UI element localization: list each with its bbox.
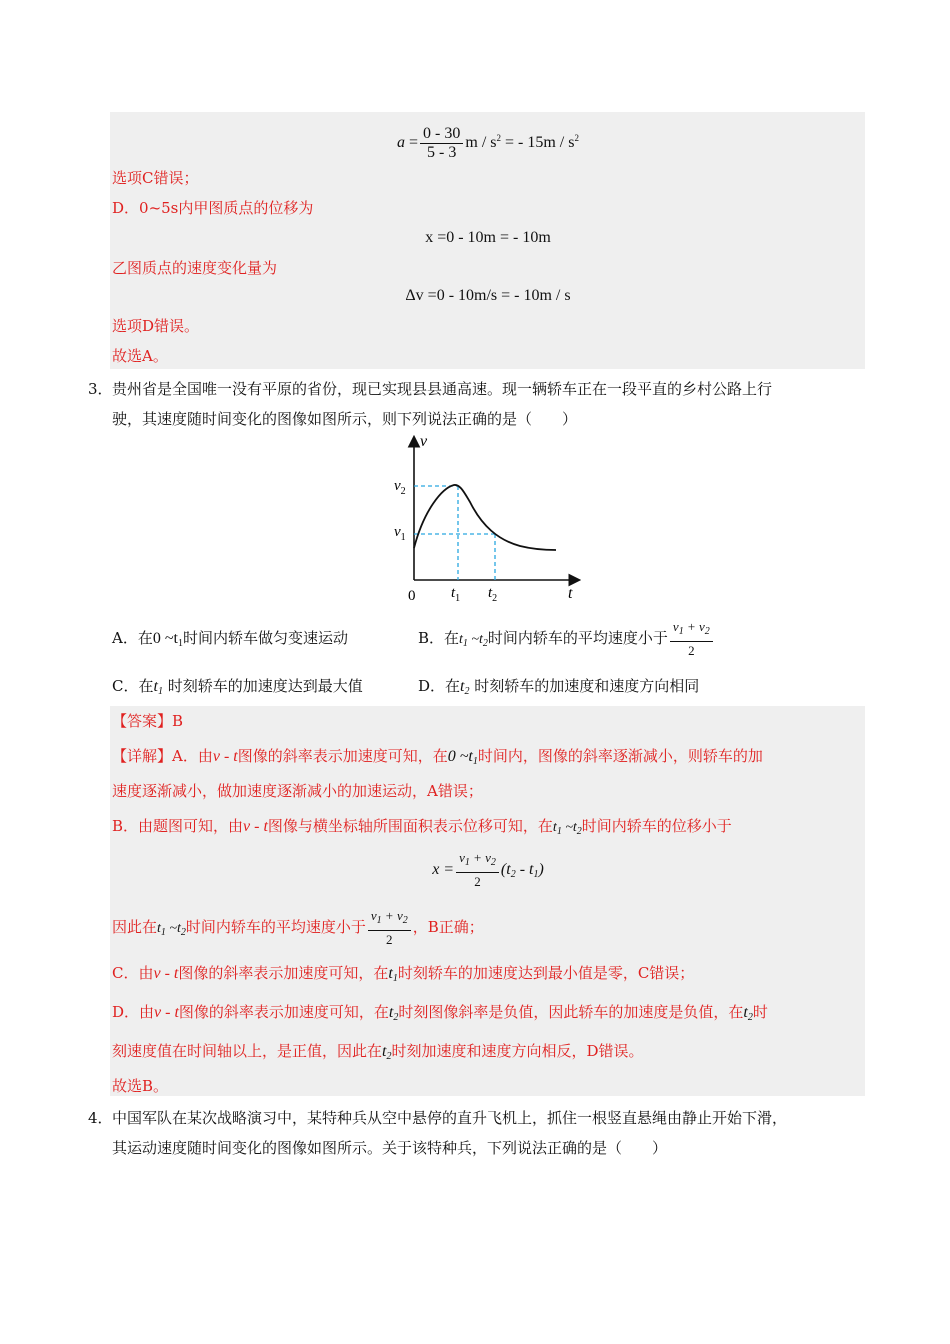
t2-label: $t_2$ — [488, 585, 498, 604]
q2-formula-dv: Δv =0 - 10m/s = - 10m / s — [405, 287, 571, 304]
formula-a-fraction: $\frac{0 - 30}{5 - 3}$ — [420, 125, 463, 162]
q3-conclusion: 故选B。 — [112, 1077, 169, 1095]
q2-option-d-wrong: 选项D错误。 — [112, 317, 200, 335]
q3-formula-b: x = $\frac{v_1 + v_2}{2}$ $(t_2 - t_1)$ — [432, 850, 544, 890]
q3-option-a[interactable]: A．在0 $\sim t_1$时间内轿车做匀变速运动 — [112, 629, 348, 649]
q2-option-d-mid: 乙图质点的速度变化量为 — [112, 259, 278, 277]
formula-a-lhs: a — [397, 134, 406, 151]
v1-label: $v_1$ — [394, 524, 406, 543]
q4-number: 4． — [88, 1109, 113, 1127]
q3-option-b[interactable]: B．在$t_1$ $\sim t_2$时间内轿车的平均速度小于 $\frac{v_1 + v_2}{2}$ — [418, 614, 715, 668]
v-axis-label: v — [420, 433, 428, 450]
q3-answer: 【答案】B — [112, 712, 184, 730]
q3-explain-d-line2: 刻速度值在时间轴以上，是正值，因此在$t_2$时刻加速度和速度方向相反，D错误。 — [112, 1042, 644, 1062]
q3-number: 3． — [88, 380, 113, 398]
q3-explain-a-line1: 【详解】A．由v - t图像的斜率表示加速度可知，在0 $\sim t_1$时间内，图像的斜率逐渐减小，则轿车的加 — [112, 747, 763, 767]
q2-formula-x: x =0 - 10m = - 10m — [425, 229, 551, 246]
q3-explain-d-line1: D．由v - t图像的斜率表示加速度可知，在$t_2$时刻图像斜率是负值，因此轿车的加速度是负值，在$t_2$时 — [112, 1003, 768, 1023]
q2-option-c-wrong: 选项C错误； — [112, 169, 199, 187]
v2-label: $v_2$ — [394, 478, 406, 497]
t1-label: $t_1$ — [451, 585, 461, 604]
velocity-curve — [414, 485, 556, 550]
q3-explain-b-line2: 因此在$t_1$ $\sim t_2$时间内轿车的平均速度小于 $\frac{v_1 + v_2}{2}$ ，B正确； — [112, 908, 484, 947]
q3-explain-c: C．由v - t图像的斜率表示加速度可知，在$t_1$时刻轿车的加速度达到最小值是零，C错误； — [112, 964, 695, 984]
q2-formula-a: a = $\frac{0 - 30}{5 - 3}$ m / $s^2$ = - $15m / s^2$ — [397, 124, 579, 161]
q3-stem-line2: 驶，其速度随时间变化的图像如图所示，则下列说法正确的是（ ） — [112, 410, 578, 428]
option-b-fraction: $\frac{v_1 + v_2}{2}$ — [670, 618, 713, 660]
q3-explain-a-line2: 速度逐渐减小，做加速度逐渐减小的加速运动，A错误； — [112, 782, 483, 800]
origin-label: 0 — [408, 588, 416, 604]
q3-option-d[interactable]: D．在$t_2$ 时刻轿车的加速度和速度方向相同 — [418, 677, 700, 697]
q3-explain-b-line1: B．由题图可知，由v - t图像与横坐标轴所围面积表示位移可知，在$t_1$ $\sim t_2$时间内轿车的位移小于 — [112, 817, 732, 837]
q2-option-d-intro: D．0~5s内甲图质点的位移为 — [112, 199, 314, 217]
q4-stem-line2: 其运动速度随时间变化的图像如图所示。关于该特种兵，下列说法正确的是（ ） — [112, 1139, 668, 1157]
q4-stem-line1: 中国军队在某次战略演习中，某特种兵从空中悬停的直升飞机上，抓住一根竖直悬绳由静止开始下滑， — [112, 1109, 788, 1127]
q3-stem-line1: 贵州省是全国唯一没有平原的省份，现已实现县县通高速。现一辆轿车正在一段平直的乡村公路上行 — [112, 380, 773, 398]
q3-vt-graph — [380, 430, 590, 606]
t-axis-label: t — [568, 585, 573, 602]
q2-conclusion: 故选A。 — [112, 347, 168, 365]
q3-option-c[interactable]: C．在$t_1$ 时刻轿车的加速度达到最大值 — [112, 677, 363, 697]
